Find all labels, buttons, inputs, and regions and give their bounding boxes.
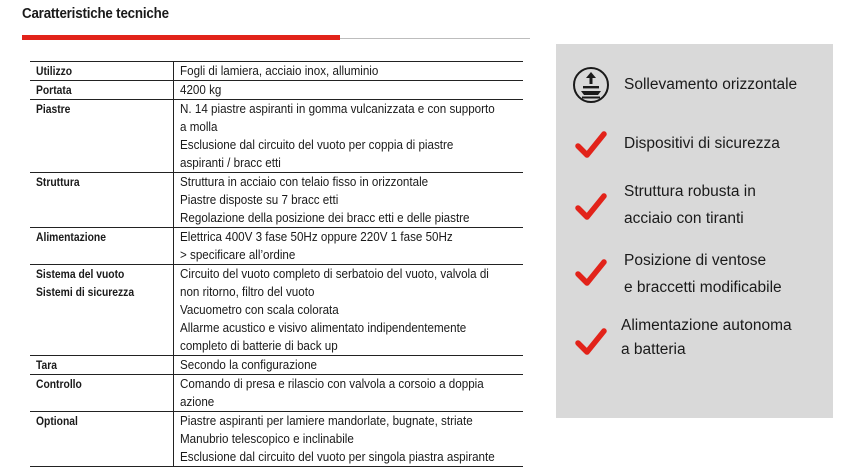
spec-value-line: Piastre aspiranti per lamiere mandorlate, bugnate, striate xyxy=(180,414,473,428)
spec-value-line: > specificare all’ordine xyxy=(180,248,296,262)
spec-label-text: Piastre xyxy=(36,102,71,116)
spec-value-line: Esclusione dal circuito del vuoto per coppia di piastre xyxy=(180,138,454,152)
spec-value-line: Piastre disposte su 7 bracc etti xyxy=(180,193,339,207)
spec-row xyxy=(30,173,523,228)
check-icon xyxy=(572,188,610,226)
spec-value-line: 4200 kg xyxy=(180,83,222,97)
spec-value-line: Regolazione della posizione dei bracc etti e delle piastre xyxy=(180,211,470,225)
feature-text-safety xyxy=(624,130,829,157)
spec-label xyxy=(30,228,174,265)
feature-text-battery xyxy=(621,314,826,362)
spec-label-text: Sistema del vuoto xyxy=(36,267,125,281)
spec-value-line: Vacuometro con scala colorata xyxy=(180,303,339,317)
spec-row xyxy=(30,412,523,467)
spec-value-line: non ritorno, filtro del vuoto xyxy=(180,285,315,299)
spec-label xyxy=(30,81,174,100)
feature-panel xyxy=(556,44,833,418)
feature-line: Alimentazione autonoma xyxy=(621,317,792,334)
spec-value xyxy=(174,356,524,375)
spec-value xyxy=(174,412,524,467)
spec-label xyxy=(30,173,174,228)
section-title: Caratteristiche tecniche xyxy=(22,6,169,22)
spec-label-text: Alimentazione xyxy=(36,230,106,244)
lift-icon xyxy=(572,66,610,104)
spec-value-line: N. 14 piastre aspiranti in gomma vulcanizzata e con supporto xyxy=(180,102,495,116)
spec-row xyxy=(30,62,523,81)
spec-value xyxy=(174,81,524,100)
spec-label-text: Optional xyxy=(36,414,78,428)
spec-value-line: completo di batterie di back up xyxy=(180,339,338,353)
spec-value xyxy=(174,375,524,412)
spec-label-text: Struttura xyxy=(36,175,80,189)
feature-line: Sollevamento orizzontale xyxy=(624,76,798,93)
spec-value-line: Allarme acustico e visivo alimentato indipendentemente xyxy=(180,321,467,335)
spec-value-line: azione xyxy=(180,395,215,409)
spec-label-text: Tara xyxy=(36,358,58,372)
spec-label xyxy=(30,62,174,81)
spec-label xyxy=(30,375,174,412)
spec-row xyxy=(30,356,523,375)
spec-value xyxy=(174,62,524,81)
check-icon xyxy=(572,126,610,164)
spec-value xyxy=(174,265,524,356)
spec-label-text: Controllo xyxy=(36,377,82,391)
spec-value-line: aspiranti / bracc etti xyxy=(180,156,281,170)
spec-value-line: Struttura in acciaio con telaio fisso in orizzontale xyxy=(180,175,429,189)
feature-text-structure xyxy=(624,178,829,232)
spec-value-line: Elettrica 400V 3 fase 50Hz oppure 220V 1 fase 50Hz xyxy=(180,230,453,244)
spec-row xyxy=(30,375,523,412)
spec-value-line: Secondo la configurazione xyxy=(180,358,318,372)
check-icon xyxy=(572,254,610,292)
spec-value-line: Fogli di lamiera, acciaio inox, alluminio xyxy=(180,64,379,78)
feature-line: e braccetti modificabile xyxy=(624,279,782,296)
spec-value-line: Esclusione dal circuito del vuoto per singola piastra aspirante xyxy=(180,450,495,464)
feature-line: Dispositivi di sicurezza xyxy=(624,135,780,152)
feature-line: Posizione di ventose xyxy=(624,252,767,269)
spec-label xyxy=(30,100,174,173)
check-icon xyxy=(572,323,610,361)
feature-line: Struttura robusta in xyxy=(624,183,756,200)
spec-table xyxy=(30,61,523,467)
spec-value-line: Comando di presa e rilascio con valvola a corsoio a doppia xyxy=(180,377,484,391)
spec-value xyxy=(174,173,524,228)
spec-value-line: a molla xyxy=(180,120,218,134)
spec-label-text: Utilizzo xyxy=(36,64,73,78)
spec-row xyxy=(30,81,523,100)
spec-label xyxy=(30,265,174,356)
spec-value xyxy=(174,228,524,265)
spec-label-text: Sistemi di sicurezza xyxy=(36,285,135,299)
spec-value-line: Circuito del vuoto completo di serbatoio del vuoto, valvola di xyxy=(180,267,489,281)
feature-line: a batteria xyxy=(621,341,686,358)
spec-value-line: Manubrio telescopico e inclinabile xyxy=(180,432,354,446)
spec-row xyxy=(30,100,523,173)
feature-line: acciaio con tiranti xyxy=(624,210,744,227)
spec-row xyxy=(30,228,523,265)
title-underline xyxy=(340,38,530,39)
spec-label xyxy=(30,412,174,467)
feature-text-position xyxy=(624,247,829,301)
spec-label xyxy=(30,356,174,375)
feature-text-lift xyxy=(624,71,829,98)
spec-value xyxy=(174,100,524,173)
title-underline-accent xyxy=(22,35,340,40)
spec-label-text: Portata xyxy=(36,83,72,97)
spec-row xyxy=(30,265,523,356)
